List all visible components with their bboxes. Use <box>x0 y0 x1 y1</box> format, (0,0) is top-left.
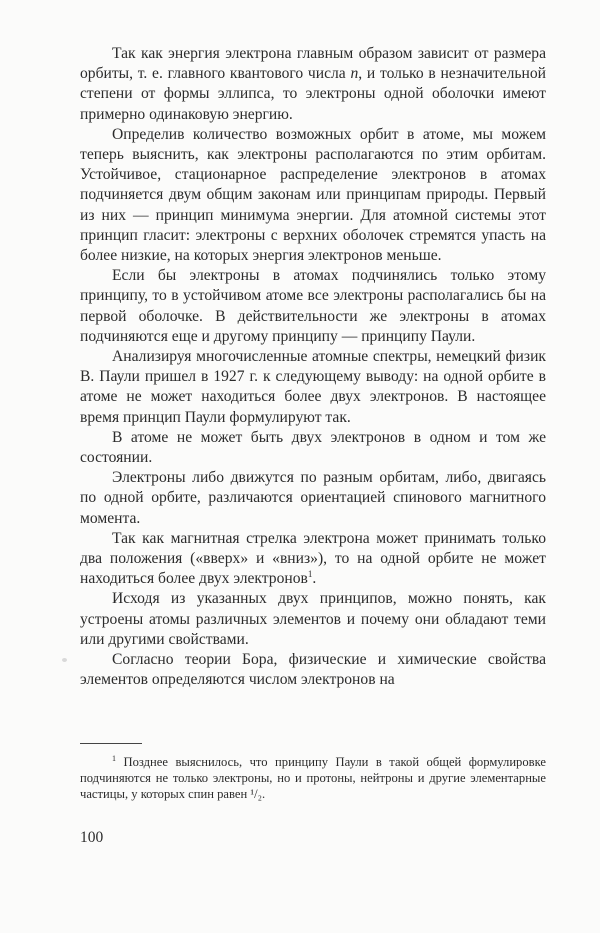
pauli-principle-statement: В атоме не может быть двух электронов в одном и том же состоянии. <box>80 428 546 467</box>
spin-fraction: ¹/₂ <box>250 787 263 802</box>
paragraph-1: Так как энергия электрона главным образом зависит от размера орбиты, т. е. главного квантового числа n, и только в незначительной степени от формы эллипса, то электроны одной оболочки имеют примерно одинаковую энергию. <box>80 45 547 123</box>
paragraph-8: Исходя из указанных двух принципов, можно понять, как устроены атомы различных элементов и почему они обладают теми или другими свойствами. <box>80 590 546 648</box>
paragraph-4: Анализируя многочисленные атомные спектры, немецкий физик В. Паули пришел в 1927 г. к следующему выводу: на одной орбите в атоме не может находиться более двух электронов. В настоящее время принцип Паули формулируют так. <box>80 348 546 426</box>
quantum-number-symbol: n <box>350 65 359 83</box>
footnote-reference: 1 <box>307 569 313 580</box>
paragraph-6: Электроны либо движутся по разным орбитам, либо, двигаясь по одной орбите, различаются ориентацией спинового магнитного момента. <box>80 469 546 527</box>
page-spot <box>62 658 67 662</box>
paragraph-2: Определив количество возможных орбит в атоме, мы можем теперь выяснить, как электроны располагаются по этим орбитам. Устойчивое, стационарное распределение электронов в атомах подчиняется двум общим законам или принципам природы. Первый из них — принцип минимума энергии. Для атомной системы этот принцип гласит: электроны с верхних оболочек стремятся упасть на более низкие, на которых энергия электронов меньше. <box>80 125 546 265</box>
paragraph-3: Если бы электроны в атомах подчинялись только этому принципу, то в устойчивом атоме все электроны располагались бы на первой оболочке. В действительности же электроны в атомах подчиняются еще и другому принципу — принципу Паули. <box>80 267 546 345</box>
footnote-marker: 1 <box>112 753 116 763</box>
paragraph-9: Согласно теории Бора, физические и химические свойства элементов определяются числом электронов на <box>80 651 546 689</box>
page-number: 100 <box>80 829 104 846</box>
footnote: $^1$ Позднее выяснилось, что принципу Паули в такой общей формулировке подчиняются не только электроны, но и протоны, нейтроны и другие элементарные частицы, у которых спин равен ¹/₂. <box>80 753 546 802</box>
footnote-divider <box>80 743 142 744</box>
paragraph-7: Так как магнитная стрелка электрона может принимать только два положения («вверх» и «вниз»), то на одной орбите не может находиться более двух электронов$^1$. <box>80 529 546 588</box>
main-text <box>80 44 546 691</box>
